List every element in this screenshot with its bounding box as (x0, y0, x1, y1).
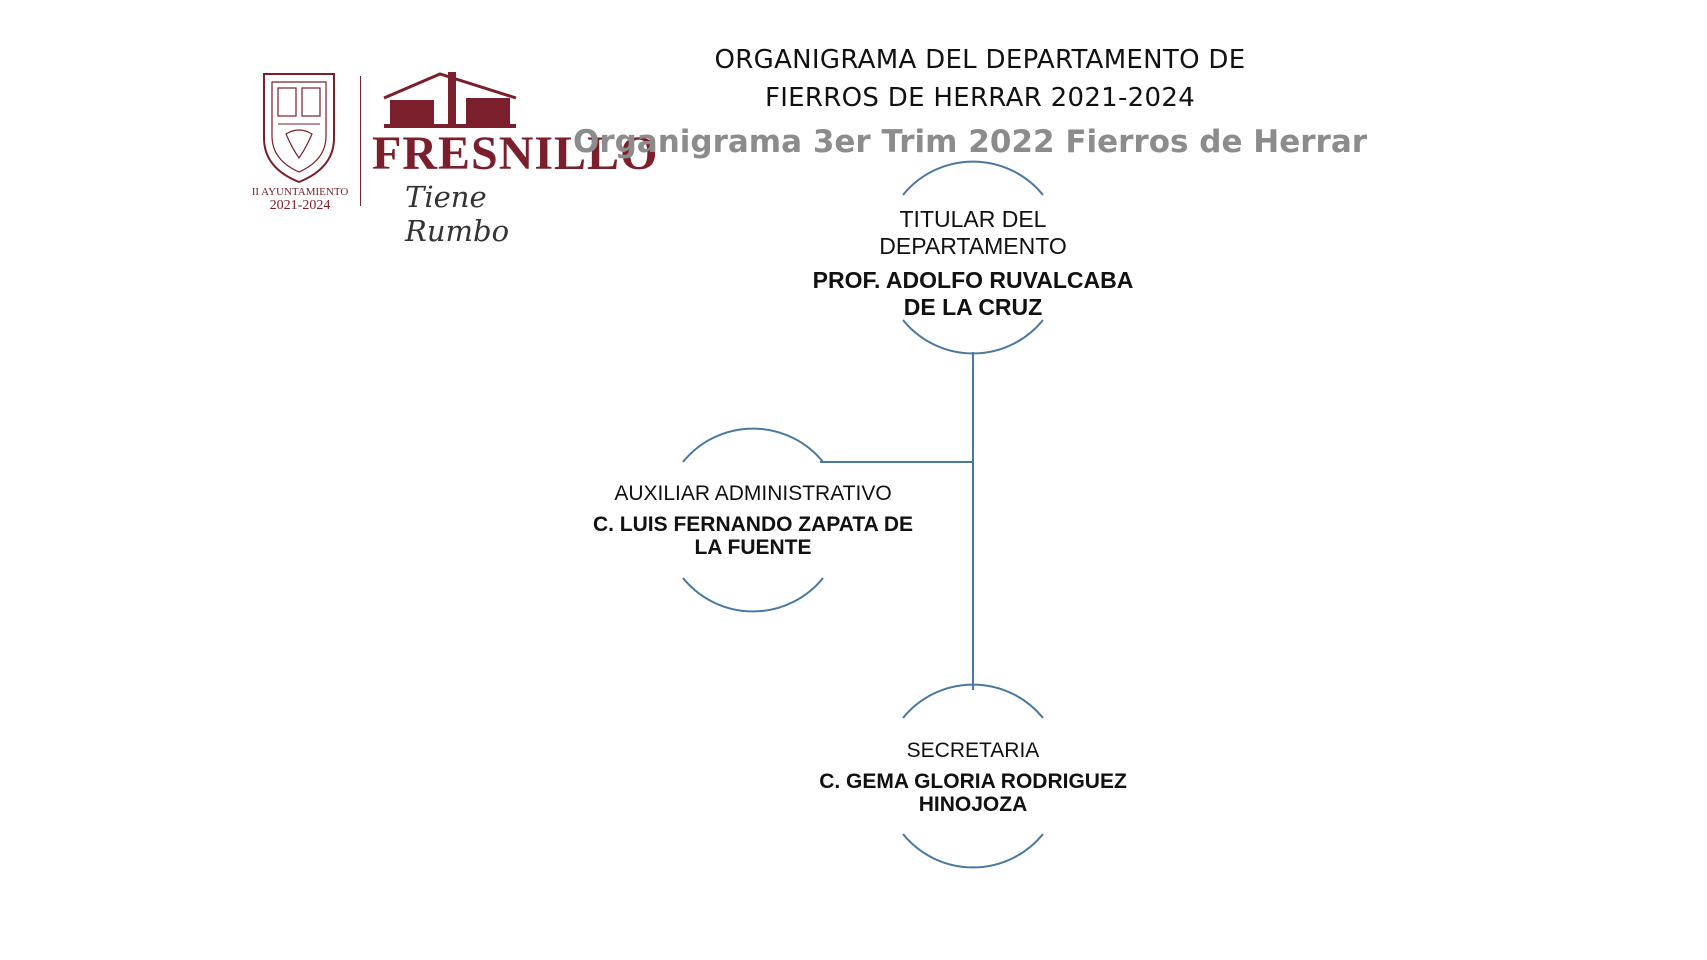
node-auxiliar-name-line1: C. LUIS FERNANDO ZAPATA DE (592, 513, 914, 536)
node-auxiliar-name-line2: LA FUENTE (694, 536, 812, 559)
node-titular-name-line1: PROF. ADOLFO RUVALCABA (812, 267, 1134, 293)
node-titular-role (823, 206, 1123, 260)
node-secretaria-name-line2: HINOJOZA (918, 793, 1028, 816)
node-titular-name (773, 267, 1173, 321)
subtitle: Organigrama 3er Trim 2022 Fierros de Herrar (572, 124, 1368, 160)
node-titular-role-line2: DEPARTAMENTO (879, 233, 1067, 259)
brand-name: FRESNILLO (372, 127, 659, 180)
node-auxiliar-role: AUXILIAR ADMINISTRATIVO (614, 482, 892, 505)
title-line-1: ORGANIGRAMA DEL DEPARTAMENTO DE (714, 45, 1246, 75)
node-secretaria-name-line1: C. GEMA GLORIA RODRIGUEZ (819, 770, 1127, 793)
node-titular-role-line1: TITULAR DEL (899, 206, 1047, 232)
council-line2: 2021-2024 (269, 198, 331, 213)
node-auxiliar-name (553, 513, 953, 559)
node-titular-name-line2: DE LA CRUZ (903, 294, 1043, 320)
title-line-2: FIERROS DE HERRAR 2021-2024 (764, 83, 1196, 113)
council-line1: II AYUNTAMIENTO (251, 186, 349, 198)
node-secretaria-role: SECRETARIA (906, 739, 1040, 762)
brand-tagline: Tiene Rumbo (405, 180, 510, 248)
node-secretaria-name (773, 770, 1173, 816)
